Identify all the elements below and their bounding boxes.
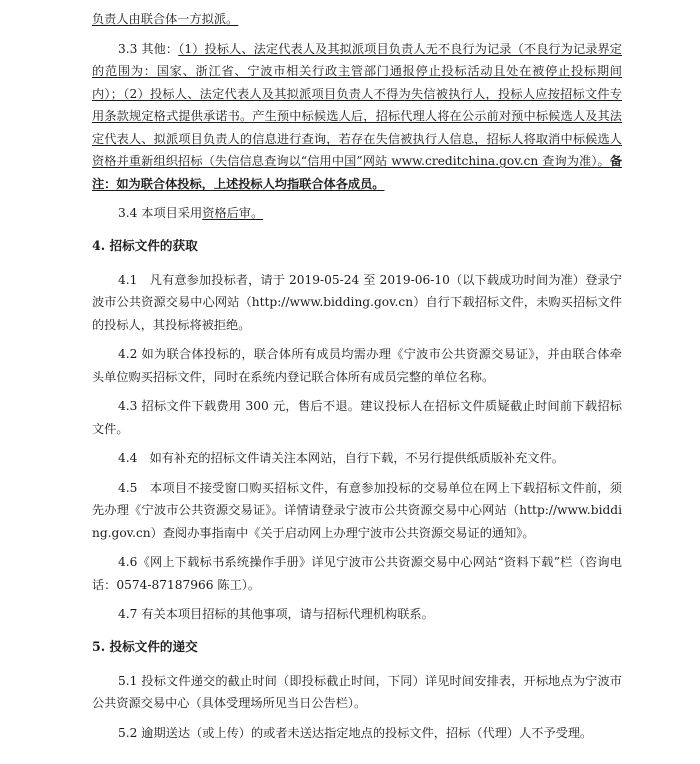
- paragraph-4-2: 4.2 如为联合体投标的，联合体所有成员均需办理《宁波市公共资源交易证》，并由联合体牵头单位购买招标文件，同时在系统内登记联合体所有成员完整的单位名称。: [92, 347, 622, 384]
- heading-section-4: 4. 招标文件的获取: [92, 237, 198, 253]
- paragraph-4-4: 4.4 如有补充的招标文件请关注本网站，自行下载，不另行提供纸质版补充文件。: [118, 451, 564, 465]
- heading-section-5: 5. 投标文件的递交: [92, 638, 198, 654]
- paragraph-4-6: 4.6《网上下载标书系统操作手册》详见宁波市公共资源交易中心网站“资料下载”栏（咨询电话：0574-87187966 陈工）。: [92, 555, 622, 592]
- paragraph-5-2: 5.2 逾期送达（或上传）的或者未送达指定地点的投标文件，招标（代理）人不予受理。: [118, 725, 593, 740]
- clause-number: 3.3 其他：: [118, 41, 179, 56]
- bold-note: 备注：如为联合体投标，上述投标人均指联合体各成员。: [92, 154, 622, 191]
- paragraph-4-1: 4.1 凡有意参加投标者，请于 2019-05-24 至 2019-06-10（以下载成功时间为准）登录宁波市公共资源交易中心网站（http://www.bidding.gov.cn）自行下载招标文件，未购买招标文件的投标人，其投标将被拒绝。: [92, 272, 622, 332]
- paragraph-4-7: 4.7 有关本项目招标的其他事项，请与招标代理机构联系。: [118, 607, 434, 621]
- document-page: [92, 8, 622, 751]
- paragraph-4-3: 4.3 招标文件下载费用 300 元，售后不退。建议投标人在招标文件质疑截止时间前下载招标文件。: [92, 399, 622, 436]
- underlined-text: （1）投标人、法定代表人及其拟派项目负责人无不良行为记录（不良行为记录界定的范围为：国家、浙江省、宁波市相关行政主管部门通报停止投标活动且处在被停止投标期间内）；（2）投标人、法定代表人及其拟派项目负责人不得为失信被执行人，投标人应按招标文件专用条款规定格式提供承诺书。产生预中标候选人后，招标代理人将在公示前对预中标候选人及其法定代表人、拟派项目负责人的信息进行查询，若存在失信被执行人信息，招标人将取消中标候选人资格并重新组织招标（失信信息查询以“信用中国”网站 www.creditchina.gov.cn 查询为准）。: [92, 41, 622, 168]
- underlined-text: 负责人由联合体一方拟派。: [92, 12, 239, 26]
- clause-number: 3.4 本项目采用: [118, 206, 203, 220]
- paragraph-4-5: 4.5 本项目不接受窗口购买招标文件，有意参加投标的交易单位在网上下载招标文件前，须先办理《宁波市公共资源交易证》。详情请登录宁波市公共资源交易中心网站（http://www.bidding.gov.cn）查阅办事指南中《关于启动网上办理宁波市公共资源交易证的通知》。: [92, 480, 622, 540]
- paragraph-3-4: [92, 202, 622, 225]
- paragraph-3-3: [92, 38, 622, 196]
- paragraph-5-1: 5.1 投标文件递交的截止时间（即投标截止时间，下同）详见时间安排表，开标地点为宁波市公共资源交易中心（具体受理场所见当日公告栏）。: [92, 673, 622, 710]
- underlined-text: 资格后审。: [202, 206, 264, 220]
- paragraph-3-2-continuation: [92, 8, 622, 31]
